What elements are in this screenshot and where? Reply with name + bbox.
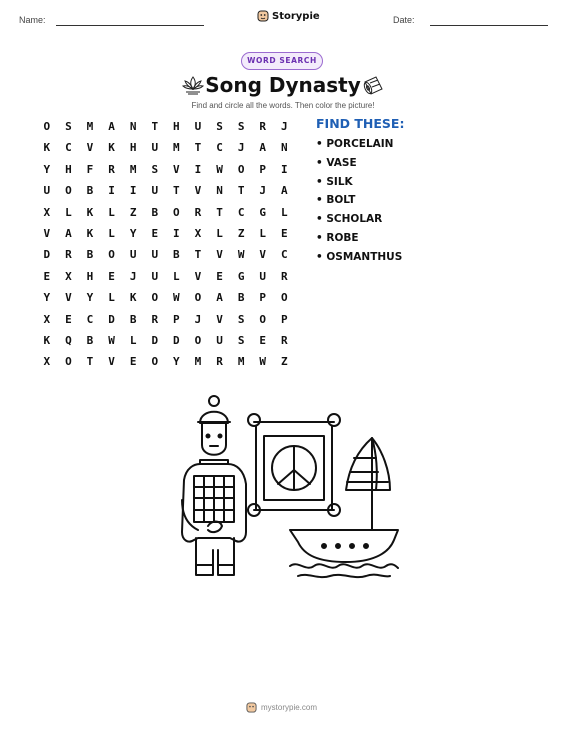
footer	[246, 702, 317, 713]
grid-row	[36, 268, 295, 289]
grid-letter[interactable]: T	[151, 120, 159, 133]
grid-letter[interactable]: O	[43, 120, 51, 133]
grid-letter[interactable]: L	[108, 205, 115, 219]
word-item: • SCHOLAR	[316, 213, 383, 226]
grid-letter[interactable]: Y	[43, 291, 51, 305]
grid-row	[36, 182, 295, 203]
grid-letter[interactable]: H	[129, 141, 137, 155]
grid-letter[interactable]: E	[216, 269, 223, 283]
grid-letter[interactable]: O	[65, 355, 72, 369]
grid-letter[interactable]: O	[151, 355, 159, 369]
word-item: • SILK	[316, 175, 353, 188]
grid-letter[interactable]: Y	[86, 291, 94, 305]
grid-letter[interactable]: O	[151, 291, 159, 305]
grid-letter[interactable]: L	[216, 226, 223, 240]
grid-letter[interactable]: J	[259, 184, 267, 198]
grid-letter[interactable]: C	[237, 205, 245, 219]
grid-letter[interactable]: X	[65, 269, 72, 283]
grid-letter[interactable]: G	[259, 205, 267, 219]
grid-letter[interactable]: W	[237, 248, 245, 262]
word-item: • OSMANTHUS	[316, 250, 403, 263]
grid-letter[interactable]: V	[216, 248, 223, 262]
grid-letter[interactable]: K	[43, 333, 51, 347]
grid-letter[interactable]: E	[108, 269, 115, 283]
grid-row	[36, 139, 295, 160]
grid-letter[interactable]: Z	[237, 226, 245, 240]
grid-letter[interactable]: E	[129, 355, 137, 369]
page-title: Song Dynasty	[205, 73, 361, 97]
grid-row	[36, 161, 295, 182]
grid-letter[interactable]: S	[151, 162, 159, 176]
grid-letter[interactable]: K	[43, 141, 51, 155]
grid-row	[36, 289, 295, 310]
grid-letter[interactable]: A	[108, 120, 115, 133]
grid-letter[interactable]: V	[65, 291, 72, 305]
grid-letter[interactable]: R	[108, 162, 115, 176]
grid-letter[interactable]: L	[129, 333, 137, 347]
grid-letter[interactable]: T	[86, 355, 94, 369]
grid-letter[interactable]: L	[173, 269, 180, 283]
letter-grid	[36, 118, 295, 375]
name-label: Name:	[19, 15, 46, 25]
grid-letter[interactable]: Z	[129, 205, 137, 219]
grid-letter[interactable]: K	[86, 205, 94, 219]
grid-letter[interactable]: I	[108, 184, 115, 198]
grid-row	[36, 311, 295, 332]
grid-letter[interactable]: R	[151, 312, 159, 326]
grid-letter[interactable]: T	[194, 141, 202, 155]
grid-letter[interactable]: B	[237, 291, 245, 305]
grid-letter[interactable]: S	[237, 312, 245, 326]
word-item: • ROBE	[316, 231, 359, 244]
grid-letter[interactable]: B	[86, 184, 94, 198]
grid-letter[interactable]: U	[43, 184, 51, 198]
grid-letter[interactable]: U	[129, 248, 137, 262]
grid-letter[interactable]: B	[129, 312, 137, 326]
storypie-logo-icon	[246, 702, 257, 713]
grid-letter[interactable]: R	[216, 355, 223, 369]
grid-letter[interactable]: O	[194, 291, 202, 305]
grid-letter[interactable]: O	[237, 162, 245, 176]
grid-letter[interactable]: N	[281, 141, 288, 155]
grid-letter[interactable]: N	[216, 184, 223, 198]
grid-letter[interactable]: L	[65, 205, 72, 219]
grid-letter[interactable]: D	[151, 333, 159, 347]
grid-letter[interactable]: S	[237, 120, 245, 133]
grid-letter[interactable]: X	[194, 226, 202, 240]
grid-letter[interactable]: C	[216, 141, 223, 155]
grid-letter[interactable]: R	[281, 269, 288, 283]
grid-letter[interactable]: O	[173, 205, 180, 219]
grid-letter[interactable]: E	[281, 226, 288, 240]
find-these-heading: FIND THESE:	[316, 116, 405, 131]
grid-letter[interactable]: V	[259, 248, 267, 262]
grid-letter[interactable]: Y	[173, 355, 180, 369]
grid-letter[interactable]: S	[216, 120, 223, 133]
grid-letter[interactable]: J	[237, 141, 245, 155]
grid-letter[interactable]: U	[151, 184, 159, 198]
grid-letter[interactable]: D	[43, 248, 51, 262]
grid-row	[36, 332, 295, 353]
grid-letter[interactable]: P	[173, 312, 180, 326]
grid-letter[interactable]: N	[129, 120, 137, 133]
grid-letter[interactable]: E	[43, 269, 51, 283]
grid-letter[interactable]: T	[194, 248, 202, 262]
grid-letter[interactable]: R	[65, 248, 72, 262]
grid-letter[interactable]: T	[173, 184, 180, 198]
instructions: Find and circle all the words. Then color the picture!	[191, 101, 375, 110]
grid-letter[interactable]: A	[281, 184, 288, 198]
grid-letter[interactable]: U	[151, 141, 159, 155]
grid-letter[interactable]: U	[259, 269, 267, 283]
grid-letter[interactable]: V	[43, 226, 51, 240]
grid-letter[interactable]: E	[151, 226, 159, 240]
grid-letter[interactable]: C	[281, 248, 288, 262]
grid-letter[interactable]: E	[65, 312, 72, 326]
grid-row	[36, 118, 295, 139]
grid-letter[interactable]: F	[86, 162, 94, 176]
grid-letter[interactable]: K	[108, 141, 115, 155]
grid-letter[interactable]: U	[151, 269, 159, 283]
grid-letter[interactable]: A	[65, 226, 72, 240]
storypie-logo-icon	[257, 10, 269, 22]
grid-letter[interactable]: W	[173, 291, 180, 305]
grid-letter[interactable]: Y	[43, 162, 51, 176]
grid-letter[interactable]: J	[194, 312, 202, 326]
date-line[interactable]	[430, 25, 548, 26]
grid-letter[interactable]: Z	[281, 355, 288, 369]
grid-letter[interactable]: C	[65, 141, 72, 155]
grid-letter[interactable]: X	[43, 355, 51, 369]
grid-letter[interactable]: O	[194, 333, 202, 347]
grid-letter[interactable]: M	[86, 120, 94, 133]
grid-letter[interactable]: W	[108, 333, 115, 347]
grid-letter[interactable]: S	[237, 333, 245, 347]
grid-letter[interactable]: I	[173, 226, 180, 240]
grid-letter[interactable]: V	[173, 162, 180, 176]
grid-letter[interactable]: R	[194, 205, 202, 219]
grid-letter[interactable]: K	[86, 226, 94, 240]
date-label: Date:	[393, 15, 415, 25]
grid-row	[36, 225, 295, 246]
grid-row	[36, 246, 295, 267]
grid-letter[interactable]: W	[259, 355, 267, 369]
scroll-roll-icon	[361, 73, 385, 97]
grid-letter[interactable]: B	[86, 248, 94, 262]
grid-letter[interactable]: Q	[65, 333, 72, 347]
grid-letter[interactable]: M	[129, 162, 137, 176]
grid-letter[interactable]: M	[237, 355, 245, 369]
grid-letter[interactable]: T	[216, 205, 223, 219]
grid-letter[interactable]: U	[194, 120, 202, 133]
word-item: • VASE	[316, 156, 357, 169]
grid-letter[interactable]: O	[281, 291, 288, 305]
grid-letter[interactable]: S	[65, 120, 72, 133]
word-search-badge: WORD SEARCH	[241, 52, 323, 70]
grid-letter[interactable]: H	[65, 162, 72, 176]
grid-letter[interactable]: L	[281, 205, 288, 219]
grid-letter[interactable]: I	[194, 162, 202, 176]
grid-letter[interactable]: B	[86, 333, 94, 347]
grid-letter[interactable]: P	[281, 312, 288, 326]
grid-letter[interactable]: M	[194, 355, 202, 369]
grid-letter[interactable]: L	[259, 226, 267, 240]
grid-letter[interactable]: V	[216, 312, 223, 326]
grid-letter[interactable]: B	[173, 248, 180, 262]
grid-letter[interactable]: D	[108, 312, 115, 326]
grid-letter[interactable]: B	[151, 205, 159, 219]
grid-letter[interactable]: U	[151, 248, 159, 262]
grid-letter[interactable]: P	[259, 162, 267, 176]
grid-letter[interactable]: V	[86, 141, 94, 155]
grid-letter[interactable]: X	[43, 312, 51, 326]
grid-letter[interactable]: R	[281, 333, 288, 347]
grid-letter[interactable]: X	[43, 205, 51, 219]
grid-letter[interactable]: J	[129, 269, 137, 283]
grid-letter[interactable]: Y	[129, 226, 137, 240]
word-item: • PORCELAIN	[316, 138, 394, 150]
grid-letter[interactable]: A	[259, 141, 267, 155]
grid-letter[interactable]: L	[108, 226, 115, 240]
grid-letter[interactable]: T	[237, 184, 245, 198]
grid-letter[interactable]: M	[173, 141, 180, 155]
grid-letter[interactable]: A	[216, 291, 223, 305]
grid-letter[interactable]: O	[108, 248, 115, 262]
grid-letter[interactable]: H	[86, 269, 94, 283]
grid-letter[interactable]: O	[65, 184, 72, 198]
grid-letter[interactable]: V	[108, 355, 115, 369]
grid-letter[interactable]: G	[237, 269, 245, 283]
grid-letter[interactable]: E	[259, 333, 267, 347]
grid-letter[interactable]: V	[194, 269, 202, 283]
grid-letter[interactable]: V	[194, 184, 202, 198]
grid-letter[interactable]: I	[281, 162, 288, 176]
grid-letter[interactable]: O	[259, 312, 267, 326]
footer-url[interactable]: mystorypie.com	[261, 703, 318, 712]
grid-letter[interactable]: P	[259, 291, 267, 305]
grid-letter[interactable]: I	[129, 184, 137, 198]
grid-letter[interactable]: R	[259, 120, 267, 133]
word-item: • BOLT	[316, 194, 356, 207]
brand-name: Storypie	[272, 10, 320, 22]
name-line[interactable]	[56, 25, 204, 26]
grid-letter[interactable]: W	[216, 162, 223, 176]
grid-letter[interactable]: U	[216, 333, 223, 347]
grid-letter[interactable]: C	[86, 312, 94, 326]
grid-letter[interactable]: J	[281, 120, 288, 133]
grid-letter[interactable]: D	[173, 333, 180, 347]
brand	[257, 10, 320, 22]
grid-letter[interactable]: K	[129, 291, 137, 305]
grid-row	[36, 353, 295, 374]
grid-row	[36, 204, 295, 225]
soldier-scroll-junk-illustration	[158, 390, 408, 590]
grid-letter[interactable]: H	[173, 120, 180, 133]
word-list	[316, 136, 402, 268]
grid-letter[interactable]: L	[108, 291, 115, 305]
